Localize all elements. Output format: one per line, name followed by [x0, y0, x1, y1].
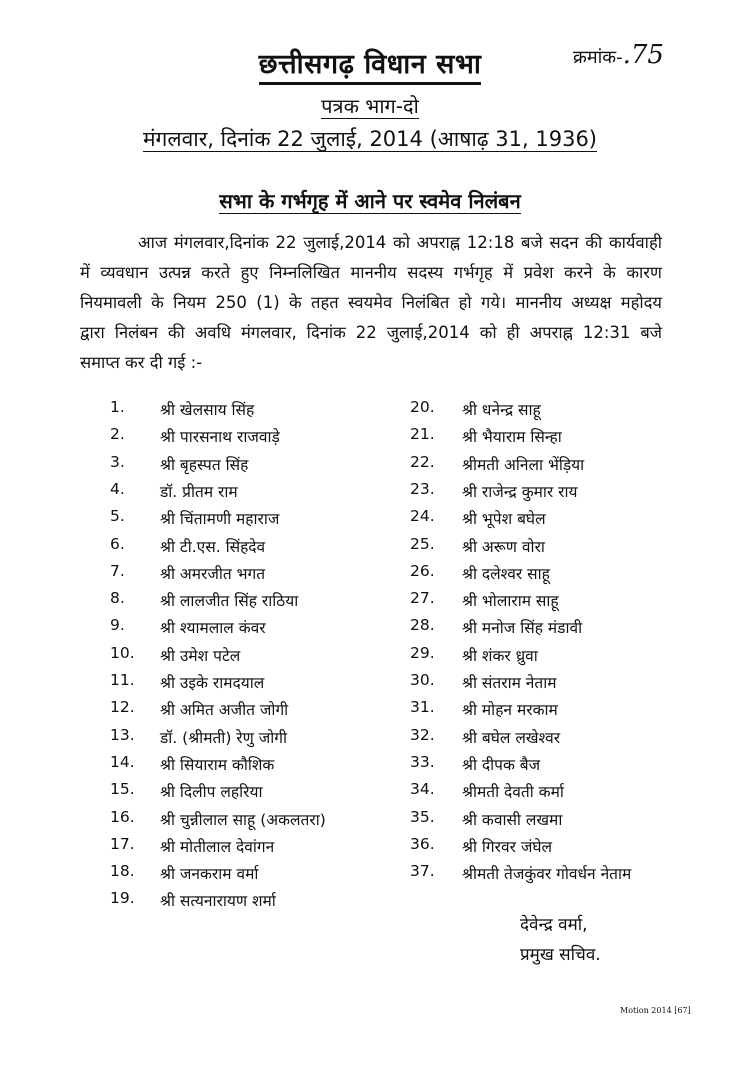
member-number: 23. — [410, 479, 435, 498]
member-name: डॉ. प्रीतम राम — [160, 482, 238, 501]
footer-code: Motion 2014 [67] — [620, 1006, 691, 1015]
member-name: श्री सत्यनारायण शर्मा — [160, 892, 276, 911]
member-number: 5. — [110, 507, 125, 526]
paragraph-line: नियमावली के नियम 250 (1) के तहत स्वयमेव निलंबित हो गये। माननीय अध्यक्ष महोदय — [80, 293, 662, 312]
bulletin-subtitle — [0, 92, 740, 119]
member-name: श्री जनकराम वर्मा — [160, 865, 259, 884]
member-name: श्री अमरजीत भगत — [160, 564, 266, 583]
member-number: 18. — [110, 862, 135, 881]
member-number: 2. — [110, 425, 125, 444]
member-name: श्री खेलसाय सिंह — [160, 401, 255, 419]
member-name: श्री कवासी लखमा — [462, 810, 563, 829]
member-name: श्री राजेन्द्र कुमार राय — [462, 482, 578, 501]
serial-value: .75 — [622, 40, 664, 70]
signatory-name: देवेन्द्र वर्मा, — [520, 915, 588, 935]
member-name: श्रीमती देवती कर्मा — [462, 783, 564, 802]
member-name: श्री अरूण वोरा — [462, 537, 545, 556]
member-name: श्री चुन्नीलाल साहू (अकलतरा) — [160, 810, 326, 829]
member-name: श्री उइके रामदयाल — [160, 674, 265, 692]
member-name: श्री शंकर ध्रुवा — [462, 646, 538, 665]
member-name: श्रीमती तेजकुंवर गोवर्धन नेताम — [462, 865, 632, 884]
member-number: 28. — [410, 616, 435, 635]
member-name: श्री श्यामलाल कंवर — [160, 619, 266, 638]
member-number: 27. — [410, 589, 435, 608]
bulletin-subtitle-text: पत्रक भाग-दो — [321, 94, 419, 118]
member-number: 31. — [410, 698, 435, 717]
member-number: 17. — [110, 834, 135, 853]
member-number: 16. — [110, 807, 135, 826]
member-name: श्री पारसनाथ राजवाड़े — [160, 428, 280, 447]
member-name: श्री बघेल लखेश्वर — [462, 728, 561, 747]
member-number: 12. — [110, 698, 135, 717]
signatory-designation: प्रमुख सचिव. — [520, 945, 601, 965]
member-name: श्री मोहन मरकाम — [462, 701, 558, 720]
member-name: श्री दीपक बैज — [462, 755, 541, 774]
member-number: 14. — [110, 752, 135, 771]
member-name: श्री अमित अजीत जोगी — [160, 701, 289, 720]
member-name: श्रीमती अनिला भेंड़िया — [462, 455, 585, 474]
member-name: श्री भूपेश बघेल — [462, 510, 546, 529]
serial-number — [573, 40, 664, 70]
member-name: श्री भैयाराम सिन्हा — [462, 428, 562, 447]
notice-paragraph — [80, 228, 662, 378]
member-name: श्री धनेन्द्र साहू — [462, 401, 541, 419]
date-line-text: मंगलवार, दिनांक 22 जुलाई, 2014 (आषाढ़ 31, 1936) — [142, 127, 598, 151]
member-number: 3. — [110, 452, 125, 471]
member-name: श्री मनोज सिंह मंडावी — [462, 619, 583, 638]
member-number: 4. — [110, 479, 125, 498]
member-number: 9. — [110, 616, 125, 635]
paragraph-line: द्वारा निलंबन की अवधि मंगलवार, दिनांक 22 जुलाई,2014 को ही अपराह्न 12:31 बजे — [80, 323, 662, 342]
member-name: श्री चिंतामणी महाराज — [160, 510, 280, 529]
member-number: 20. — [410, 398, 435, 416]
member-name: श्री भोलाराम साहू — [462, 592, 559, 611]
member-number: 13. — [110, 725, 135, 744]
notice-heading — [0, 187, 740, 214]
member-number: 25. — [410, 534, 435, 553]
paragraph-line: आज मंगलवार,दिनांक 22 जुलाई,2014 को अपराह्न 12:18 बजे सदन की कार्यवाही — [138, 233, 662, 252]
member-name: श्री गिरवर जंघेल — [462, 837, 553, 856]
member-number: 36. — [410, 834, 435, 853]
member-name: श्री उमेश पटेल — [160, 646, 241, 665]
member-name: श्री सियाराम कौशिक — [160, 755, 275, 774]
date-line — [0, 125, 740, 153]
serial-label: क्रमांक- — [573, 47, 623, 68]
member-number: 8. — [110, 589, 125, 608]
member-number: 7. — [110, 561, 125, 580]
member-number: 11. — [110, 671, 135, 689]
member-number: 32. — [410, 725, 435, 744]
member-name: श्री दिलीप लहरिया — [160, 783, 263, 802]
member-number: 6. — [110, 534, 125, 553]
member-name: डॉ. (श्रीमती) रेणु जोगी — [160, 728, 288, 747]
member-number: 10. — [110, 643, 135, 662]
notice-heading-text: सभा के गर्भगृह में आने पर स्वमेव निलंबन — [219, 189, 521, 213]
member-number: 26. — [410, 561, 435, 580]
member-number: 30. — [410, 671, 435, 689]
member-name: श्री दलेश्वर साहू — [462, 564, 550, 583]
member-number: 34. — [410, 780, 435, 799]
member-number: 1. — [110, 398, 125, 416]
member-name: श्री संतराम नेताम — [462, 674, 557, 692]
member-name: श्री मोतीलाल देवांगन — [160, 837, 275, 856]
member-number: 22. — [410, 452, 435, 471]
signature-block — [520, 910, 601, 970]
member-number: 19. — [110, 889, 135, 908]
paragraph-line: समाप्त कर दी गई :- — [80, 353, 203, 372]
member-number: 24. — [410, 507, 435, 526]
member-number: 35. — [410, 807, 435, 826]
paragraph-line: में व्यवधान उत्पन्न करते हुए निम्नलिखित माननीय सदस्य गर्भगृह में प्रवेश करने के कारण — [80, 263, 662, 282]
member-name: श्री टी.एस. सिंहदेव — [160, 537, 266, 556]
member-number: 37. — [410, 862, 435, 881]
member-name: श्री बृहस्पत सिंह — [160, 455, 249, 474]
member-number: 33. — [410, 752, 435, 771]
member-number: 21. — [410, 425, 435, 444]
member-number: 29. — [410, 643, 435, 662]
member-number: 15. — [110, 780, 135, 799]
assembly-title-text: छत्तीसगढ़ विधान सभा — [259, 49, 482, 85]
member-name: श्री लालजीत सिंह राठिया — [160, 592, 299, 611]
